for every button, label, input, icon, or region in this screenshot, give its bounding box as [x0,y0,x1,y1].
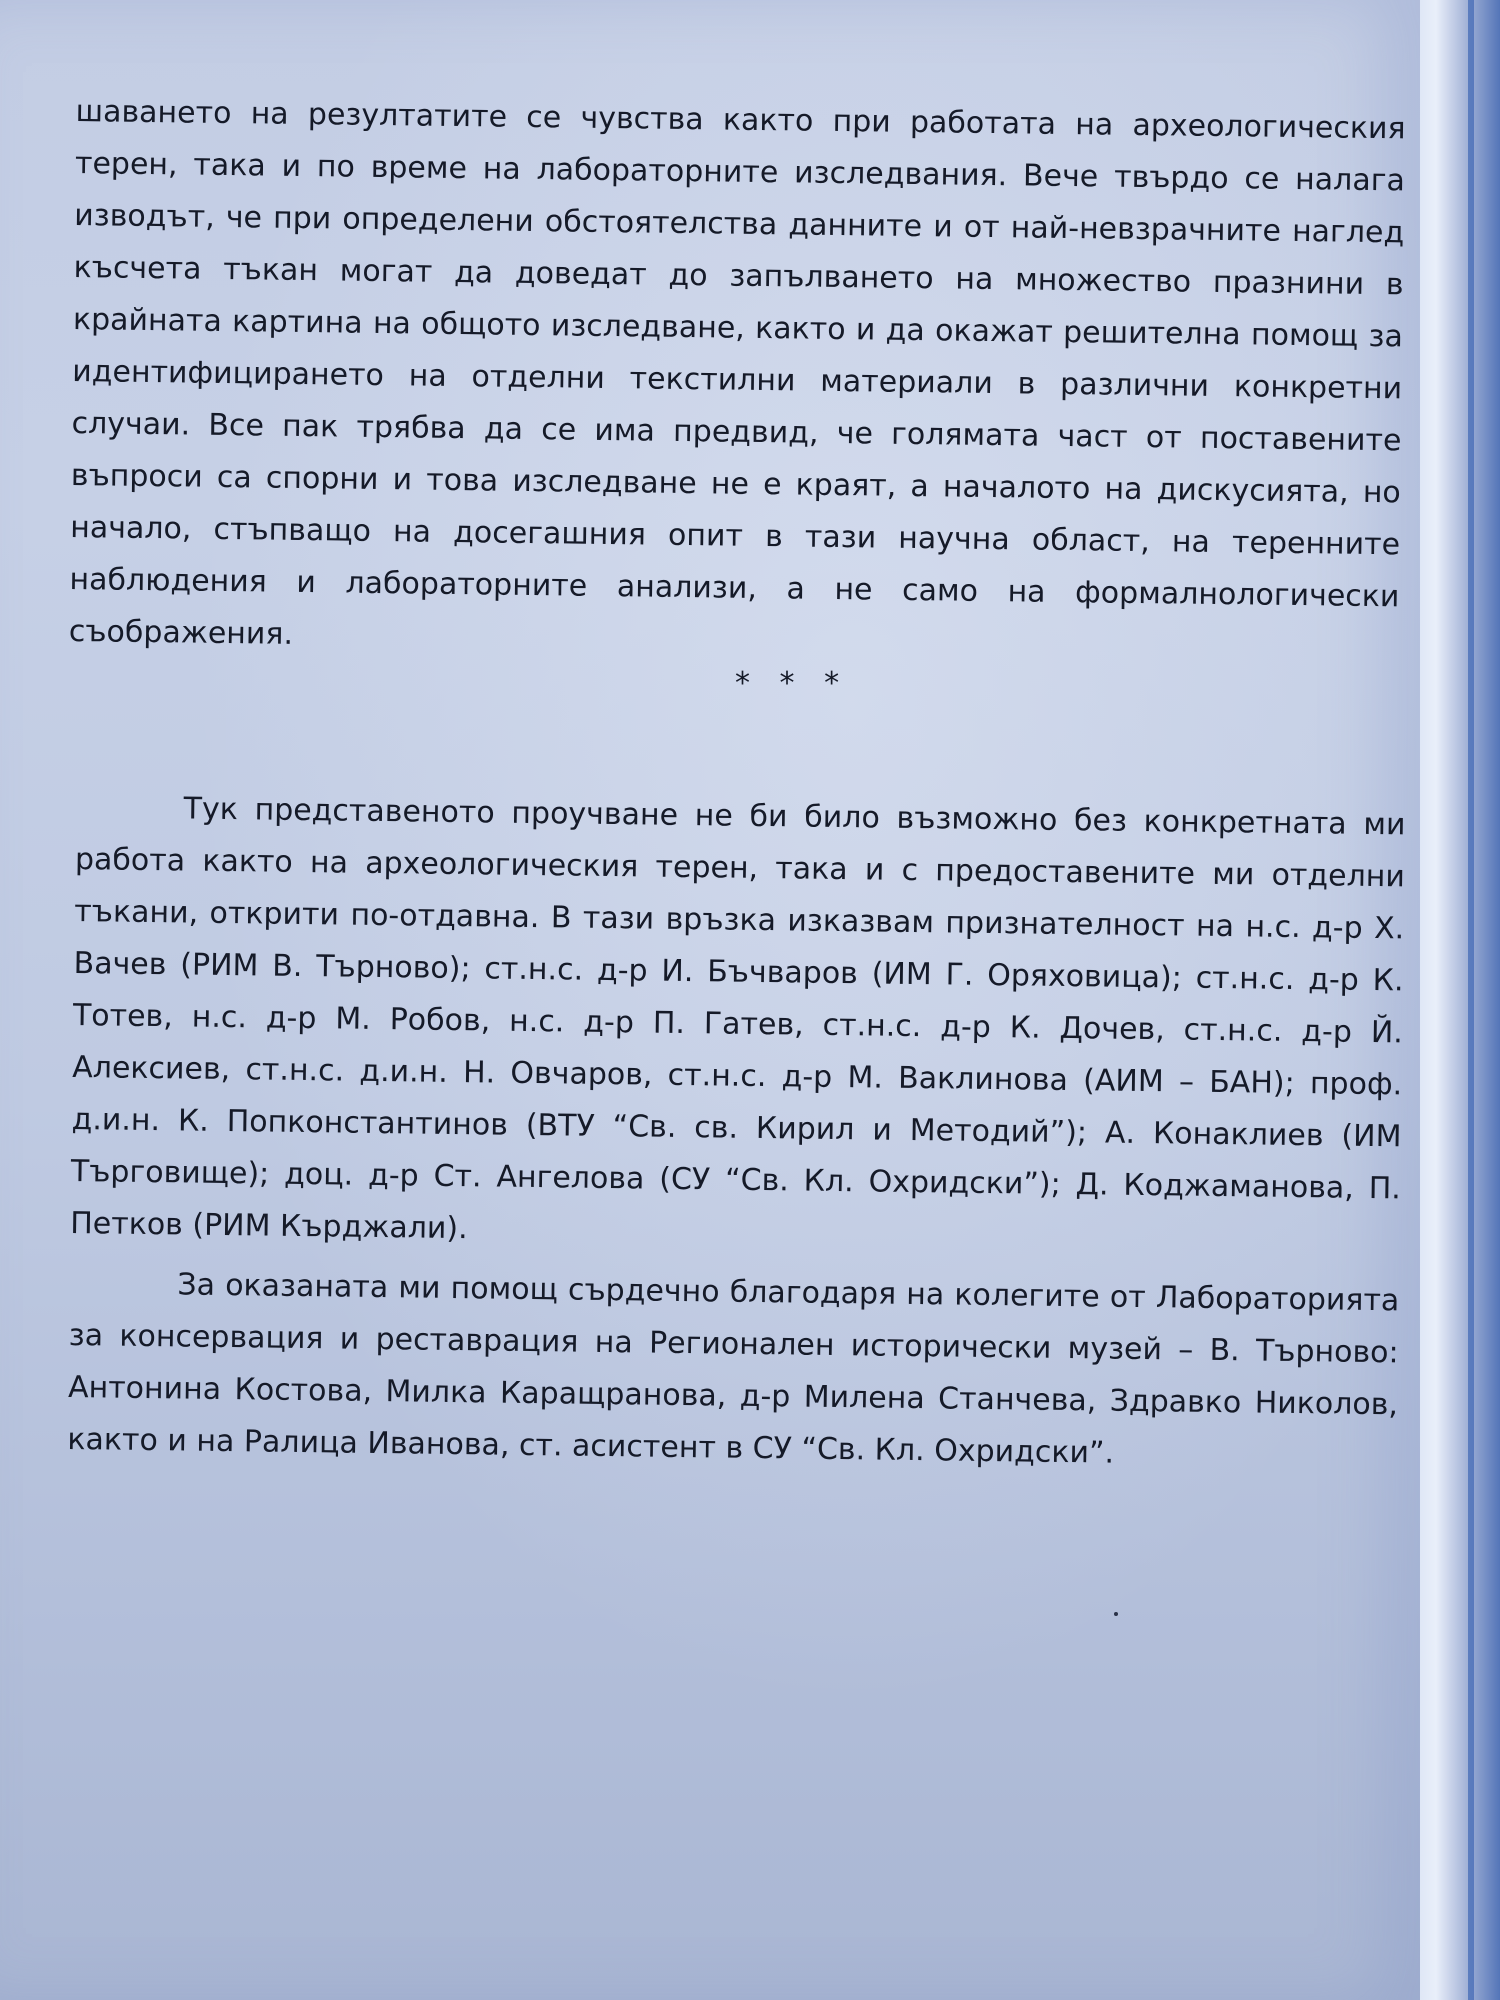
paragraph-1: шаването на резултатите се чувства както при работата на археологическия терен, така и по време на лабораторните изследвания. Вече твърдо се налага изводът, че при определени обстоятелства данните и от най-невзрачните наглед късчета тъкан могат да доведат до запълването на множество празнини в крайната картина на общото изследване, както и да окажат решителна помощ за идентифицирането на отделни текстилни материали в различни конкретни случаи. Все пак трябва да се има предвид, че голямата част от поставените въпроси са спорни и това изследване не е краят, а началото на дискусията, но начало, стъпващо на досегашния опит в тази научна област, на теренните наблюдения и лабораторните анализи, а не само на формалнологически съображения. [68,93,1406,652]
paragraph-2: Тук представеното проучване не би било възможно без конкретната ми работа както на археологическия терен, така и с предоставените ми отделни тъкани, открити по-отдавна. В тази връзка изказвам признателност на н.с. д-р Х. Вачев (РИМ В. Търново); ст.н.с. д-р И. Бъчваров (ИМ Г. Оряховица); ст.н.с. д-р К. Тотев, н.с. д-р М. Робов, н.с. д-р П. Гатев, ст.н.с. д-р К. Дочев, ст.н.с. д-р Й. Алексиев, ст.н.с. д.и.н. Н. Овчаров, ст.н.с. д-р М. Ваклинова (АИМ – БАН); проф. д.и.н. К. Попконстантинов (ВТУ “Св. св. Кирил и Методий”); А. Конаклиев (ИМ Търговище); доц. д-р Ст. Ангелова (СУ “Св. Кл. Охридски”); Д. Коджаманова, П. Петков (РИМ Кърджали). [69,791,1406,1247]
text-block-acknowledgements [67,782,1406,1483]
text-block-top [69,86,1406,675]
ink-speck [1114,1612,1118,1616]
page-edge-stripe [1468,0,1474,2000]
paragraph-3: За оказаната ми помощ сърдечно благодаря на колегите от Лабораторията за консервация и реставрация на Регионален исторически музей – В. Търново: Антонина Костова, Милка Каращранова, д-р Милена Станчева, Здравко Николов, както и на Ралица Иванова, ст. асистент в СУ “Св. Кл. Охридски”. [67,1267,1400,1471]
page-edge [1420,0,1500,2000]
section-separator: * * * [735,666,850,701]
